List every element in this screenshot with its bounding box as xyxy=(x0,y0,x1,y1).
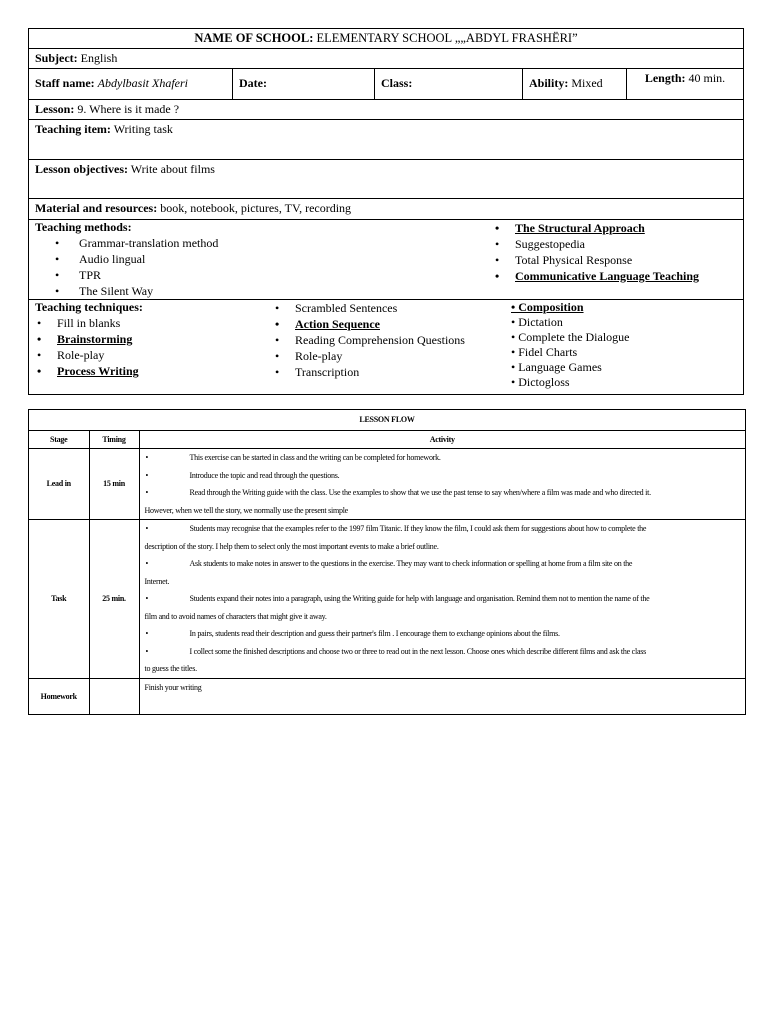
method-item: • Communicative Language Teaching xyxy=(493,268,737,284)
lesson-plan-header-table xyxy=(28,28,744,395)
method-item: • The Structural Approach xyxy=(493,220,737,236)
technique-item: • Action Sequence xyxy=(273,316,511,332)
subject-value: English xyxy=(80,51,118,65)
method-item: • Total Physical Response xyxy=(493,252,737,268)
table-row xyxy=(29,449,745,520)
subject-row xyxy=(29,49,743,69)
objectives-row xyxy=(29,160,743,199)
technique-item: • Brainstorming xyxy=(35,331,273,347)
length-value: 40 min. xyxy=(688,71,726,85)
activity-cell xyxy=(139,449,745,520)
subject-label: Subject: xyxy=(35,51,78,65)
teaching-item-row xyxy=(29,120,743,160)
activity-line: film and to avoid names of characters that might give it away. xyxy=(144,611,327,621)
materials-label: Material and resources: xyxy=(35,201,158,215)
technique-item: • Complete the Dialogue xyxy=(511,330,630,344)
technique-item: • Scrambled Sentences xyxy=(273,300,511,316)
activity-line: • Students expand their notes into a paragraph, using the Writing guide for help with language and organisation. Remind them not to mention the name of the xyxy=(145,594,650,603)
stage-cell: Lead in xyxy=(29,449,89,520)
method-item: • Grammar-translation method xyxy=(35,235,493,251)
techniques-column-1 xyxy=(35,300,273,390)
activity-cell xyxy=(139,520,745,679)
activity-line: • I collect some the finished descriptions and choose two or three to read out in the next lesson. Choose ones which describe different films and ask the class xyxy=(145,646,646,656)
techniques-column-2 xyxy=(273,300,511,390)
timing-header: Timing xyxy=(89,430,139,449)
length-cell xyxy=(627,69,743,99)
materials-value: book, notebook, pictures, TV, recording xyxy=(160,201,352,215)
objectives-value: Write about films xyxy=(130,162,215,176)
lesson-value: 9. Where is it made ? xyxy=(77,102,180,116)
techniques-row xyxy=(29,300,743,394)
technique-item: • Reading Comprehension Questions xyxy=(273,332,511,348)
school-name: ELEMENTARY SCHOOL „„ABDYL FRASHËRI” xyxy=(316,31,578,45)
technique-item: • Dictation xyxy=(511,315,563,329)
staff-cell xyxy=(29,69,233,99)
stage-cell: Homework xyxy=(29,678,89,714)
objectives-label: Lesson objectives: xyxy=(35,162,128,176)
table-row xyxy=(29,520,745,679)
stage-header: Stage xyxy=(29,430,89,449)
activity-line: • Introduce the topic and read through the questions. xyxy=(145,470,340,480)
lesson-flow-title: LESSON FLOW xyxy=(29,410,745,430)
class-cell xyxy=(375,69,523,99)
technique-item: • Role-play xyxy=(273,348,511,364)
activity-line: • Ask students to make notes in answer to the questions in the exercise. They may want to check information or spelling at home from a film site on the xyxy=(145,559,633,568)
methods-right-column xyxy=(493,220,737,299)
technique-item: • Language Games xyxy=(511,360,602,374)
ability-value: Mixed xyxy=(571,76,603,90)
techniques-column-3 xyxy=(511,300,737,390)
method-item: • Audio lingual xyxy=(35,251,493,267)
length-label: Length: xyxy=(644,71,686,85)
timing-cell xyxy=(89,678,139,714)
staff-name: Abdylbasit Xhaferi xyxy=(97,76,188,90)
activity-line: • Read through the Writing guide with the class. Use the examples to show that we use the past tense to say when/where a film was made and who directed it. xyxy=(145,488,651,497)
methods-left-column xyxy=(35,220,493,299)
school-name-row xyxy=(29,29,743,49)
activity-line: • Students may recognise that the examples refer to the 1997 film Titanic. If they know the film, I could ask them for suggestions about how to complete the xyxy=(145,524,647,533)
activity-line: However, when we tell the story, we normally use the present simple xyxy=(144,505,348,515)
technique-item: • Fidel Charts xyxy=(511,345,578,359)
technique-item: • Process Writing xyxy=(35,363,273,379)
method-item: • TPR xyxy=(35,267,493,283)
technique-item: • Fill in blanks xyxy=(35,315,273,331)
teaching-item-value: Writing task xyxy=(113,122,173,136)
technique-item: • Transcription xyxy=(273,364,511,380)
materials-row xyxy=(29,199,743,220)
technique-item: • Role-play xyxy=(35,347,273,363)
activity-line: to guess the titles. xyxy=(144,664,197,673)
timing-cell: 15 min xyxy=(89,449,139,520)
technique-item: • Dictogloss xyxy=(511,375,570,389)
date-cell xyxy=(233,69,375,99)
technique-item: • Composition xyxy=(511,300,584,314)
teaching-item-label: Teaching item: xyxy=(35,122,111,136)
ability-label: Ability: xyxy=(529,76,569,90)
staff-row xyxy=(29,69,743,100)
staff-label: Staff name: xyxy=(35,76,95,90)
stage-cell: Task xyxy=(29,520,89,679)
activity-header: Activity xyxy=(139,430,745,449)
timing-cell: 25 min. xyxy=(89,520,139,679)
table-row xyxy=(29,678,745,714)
methods-row xyxy=(29,220,743,300)
activity-line: Internet. xyxy=(144,576,170,586)
activity-line: • In pairs, students read their description and guess their partner's film . I encourage them to exchange opinions about the films. xyxy=(145,629,560,638)
ability-cell xyxy=(523,69,627,99)
class-label: Class: xyxy=(381,76,413,90)
school-label: NAME OF SCHOOL: xyxy=(194,31,314,45)
activity-line: • This exercise can be started in class and the writing can be completed for homework. xyxy=(145,453,441,462)
lesson-label: Lesson: xyxy=(35,102,75,116)
activity-cell: Finish your writing xyxy=(139,678,745,714)
lesson-flow-table xyxy=(28,409,746,715)
method-item: • The Silent Way xyxy=(35,283,493,299)
activity-line: description of the story. I help them to select only the most important events to make a brief outline. xyxy=(144,541,439,551)
method-item: • Suggestopedia xyxy=(493,236,737,252)
date-label: Date: xyxy=(239,76,267,90)
lesson-row xyxy=(29,100,743,120)
techniques-label: Teaching techniques: xyxy=(35,300,143,314)
methods-label: Teaching methods: xyxy=(35,220,132,234)
